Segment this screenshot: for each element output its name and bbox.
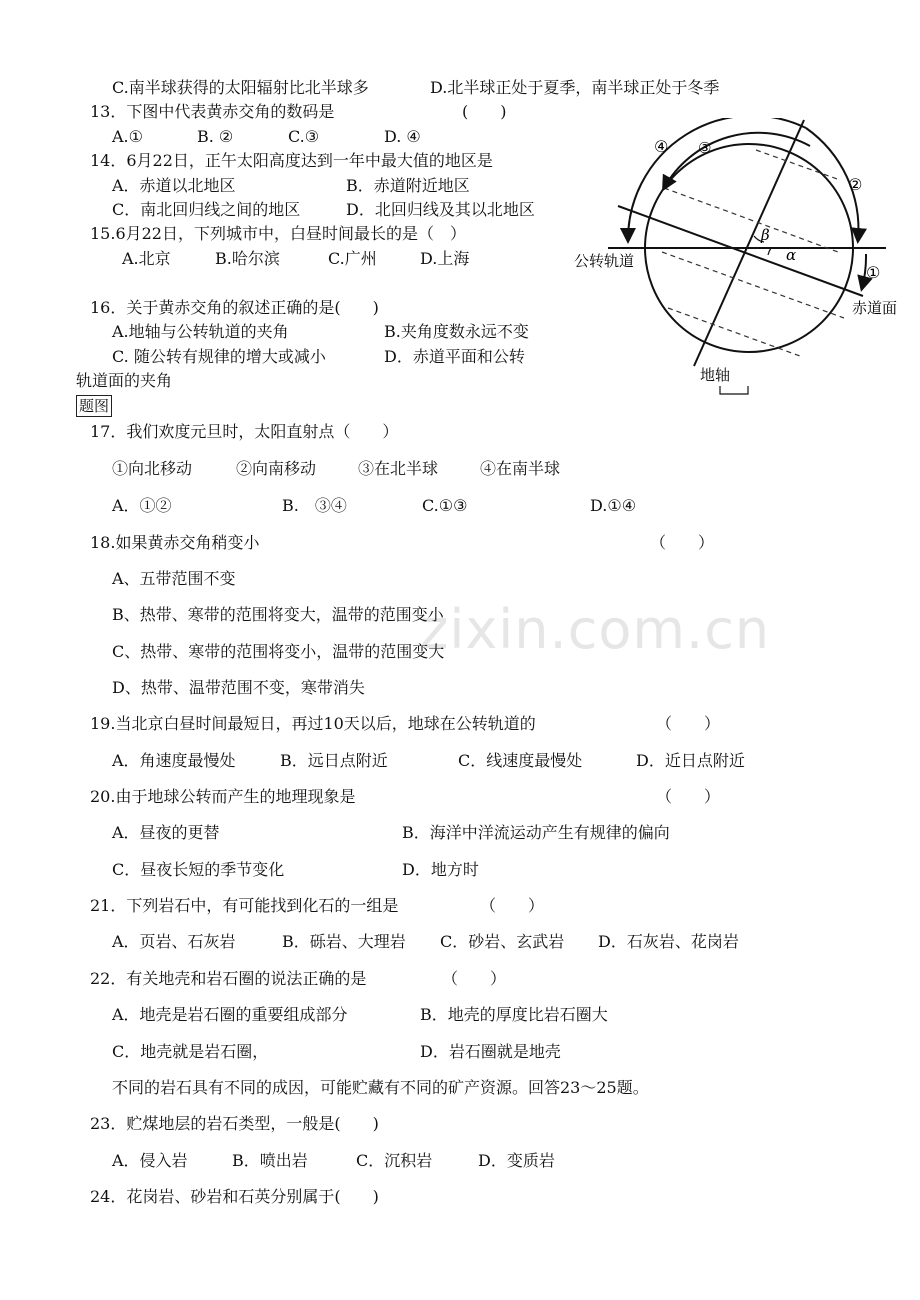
q19-option-b: B．远日点附近: [280, 751, 388, 770]
q17-option-b: B. ③④: [282, 496, 347, 515]
q17-statement-1: ①向北移动: [112, 459, 193, 478]
q20-option-a: A．昼夜的更替: [112, 823, 220, 842]
q19-answer-paren: （ ）: [656, 714, 721, 733]
q22-option-b: B．地壳的厚度比岩石圈大: [420, 1005, 608, 1024]
q18-answer-paren: （ ）: [650, 533, 715, 552]
q20-option-d: D．地方时: [402, 860, 479, 879]
q22-option-d: D．岩石圈就是地壳: [420, 1042, 561, 1061]
q15-option-c: C.广州: [328, 249, 377, 268]
label-3: ③: [698, 139, 712, 157]
q17-option-c: C.①③: [422, 496, 468, 515]
label-alpha: α: [786, 246, 797, 264]
q20-option-c: C．昼夜长短的季节变化: [112, 860, 285, 879]
q20-answer-paren: （ ）: [656, 787, 721, 806]
q12-option-c: C.南半球获得的太阳辐射比北半球多: [112, 78, 369, 97]
q23-option-c: C．沉积岩: [356, 1151, 433, 1170]
label-beta: β: [761, 226, 770, 244]
q17-option-a: A．①②: [112, 496, 172, 515]
q17-stem: 17．我们欢度元旦时，太阳直射点（ ）: [90, 422, 399, 441]
label-1: ①: [866, 263, 881, 282]
q18-option-b: B、热带、寒带的范围将变大，温带的范围变小: [112, 605, 444, 624]
q23-option-a: A．侵入岩: [112, 1151, 188, 1170]
q20-stem: 20.由于地球公转而产生的地理现象是: [90, 787, 356, 806]
q14-option-b: B．赤道附近地区: [346, 176, 470, 195]
q15-option-d: D.上海: [420, 249, 470, 268]
obliquity-diagram: [568, 118, 908, 398]
q18-stem: 18.如果黄赤交角稍变小: [90, 533, 260, 552]
q16-option-d: D．赤道平面和公转: [384, 347, 525, 366]
q15-option-a: A.北京: [122, 249, 171, 268]
q22-stem: 22．有关地壳和岩石圈的说法正确的是: [90, 969, 367, 988]
q19-stem: 19.当北京白昼时间最短日，再过10天以后，地球在公转轨道的: [90, 714, 536, 733]
q13-option-b: B. ②: [197, 127, 234, 146]
q17-statement-4: ④在南半球: [480, 459, 561, 478]
q22-option-a: A．地壳是岩石圈的重要组成部分: [112, 1005, 348, 1024]
q15-option-b: B.哈尔滨: [215, 249, 280, 268]
q23-option-b: B．喷出岩: [232, 1151, 308, 1170]
q13-option-c: C.③: [288, 127, 320, 146]
q13-option-d: D. ④: [384, 127, 421, 146]
label-2: ②: [848, 175, 863, 194]
q13-option-a: A.①: [112, 127, 143, 146]
q22-answer-paren: （ ）: [442, 969, 507, 988]
q19-option-c: C．线速度最慢处: [458, 751, 583, 770]
label-equator-plane: 赤道面: [852, 299, 898, 317]
q21-option-c: C．砂岩、玄武岩: [440, 932, 565, 951]
q13-answer-paren: ( ): [462, 102, 507, 121]
q17-statement-3: ③在北半球: [358, 459, 439, 478]
q12-option-d: D.北半球正处于夏季，南半球正处于冬季: [430, 78, 720, 97]
q23-option-d: D．变质岩: [478, 1151, 555, 1170]
q15-stem: 15.6月22日，下列城市中，白昼时间最长的是（ ）: [90, 224, 466, 243]
label-4: ④: [654, 137, 669, 156]
alpha-angle-arc: [768, 248, 771, 255]
q23-stem: 23．贮煤地层的岩石类型，一般是( ): [90, 1114, 379, 1133]
label-axis: 地轴: [700, 366, 731, 384]
section-intro: 不同的岩石具有不同的成因，可能贮藏有不同的矿产资源。回答23～25题。: [112, 1078, 649, 1097]
q17-statement-2: ②向南移动: [236, 459, 317, 478]
q18-option-c: C、热带、寒带的范围将变小，温带的范围变大: [112, 642, 445, 661]
q14-option-d: D．北回归线及其以北地区: [346, 200, 535, 219]
watermark: zixin.com.cn: [420, 598, 771, 661]
q24-stem: 24．花岗岩、砂岩和石英分别属于( ): [90, 1187, 379, 1206]
q20-option-b: B．海洋中洋流运动产生有规律的偏向: [402, 823, 670, 842]
q13-stem: 13．下图中代表黄赤交角的数码是: [90, 102, 335, 121]
q16-option-c: C. 随公转有规律的增大或减小: [112, 347, 326, 366]
q18-option-d: D、热带、温带范围不变，寒带消失: [112, 678, 365, 697]
latitude-dashed-lines: [662, 150, 844, 356]
q17-option-d: D.①④: [590, 496, 637, 515]
q21-option-b: B．砾岩、大理岩: [282, 932, 406, 951]
q14-stem: 14．6月22日，正午太阳高度达到一年中最大值的地区是: [90, 151, 493, 170]
q19-option-a: A．角速度最慢处: [112, 751, 236, 770]
q14-option-a: A．赤道以北地区: [112, 176, 236, 195]
q21-option-d: D．石灰岩、花岗岩: [598, 932, 739, 951]
q21-stem: 21．下列岩石中，有可能找到化石的一组是: [90, 896, 399, 915]
q14-option-c: C．南北回归线之间的地区: [112, 200, 301, 219]
label-orbit: 公转轨道: [574, 252, 635, 270]
equator-plane-line: [618, 206, 863, 296]
q16-option-b: B.夹角度数永远不变: [384, 322, 529, 341]
q16-option-a: A.地轴与公转轨道的夹角: [112, 322, 289, 341]
arc-3-arrow: [664, 133, 810, 188]
q21-option-a: A．页岩、石灰岩: [112, 932, 236, 951]
q22-option-c: C．地壳就是岩石圈，: [112, 1042, 269, 1061]
scale-bracket: [720, 386, 748, 394]
figure-label: 题图: [76, 395, 112, 417]
q21-answer-paren: （ ）: [480, 896, 545, 915]
q16-stem: 16．关于黄赤交角的叙述正确的是( ): [90, 298, 379, 317]
q19-option-d: D．近日点附近: [636, 751, 745, 770]
q18-option-a: A、五带范围不变: [112, 569, 236, 588]
q16-option-d-continued: 轨道面的夹角: [76, 371, 173, 390]
